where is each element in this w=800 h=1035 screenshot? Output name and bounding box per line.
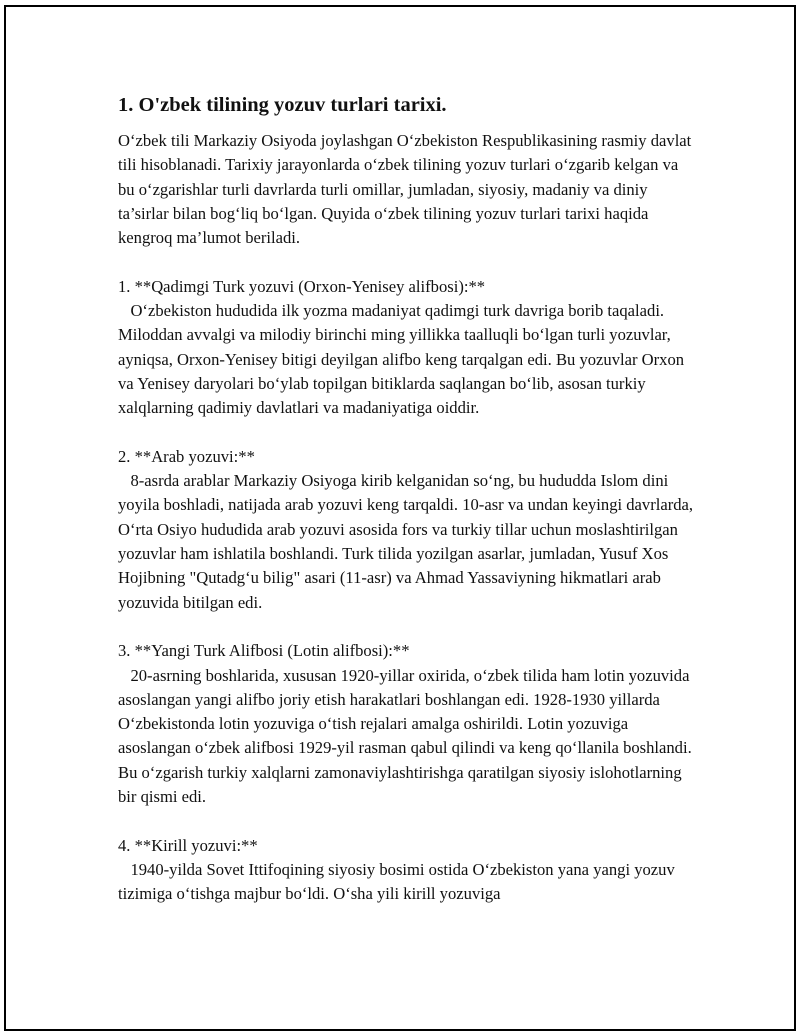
section-body: O‘zbekiston hududida ilk yozma madaniyat qadimgi turk davriga borib taqaladi. Miloddan avvalgi va milodiy birinchi ming yillikka taalluqli bo‘lgan turli yozuvlar, ayniqsa, Orxon-Yenisey bitigi deyilgan alifbo keng tarqalgan edi. Bu yozuvlar Orxon va Yenisey daryolari bo‘ylab topilgan bitiklarda saqlangan bo‘lib, asosan turkiy xalqlarning qadimiy davlatlari va madaniyatiga oiddir.	[118, 301, 689, 418]
section-body: 1940-yilda Sovet Ittifoqining siyosiy bosimi ostida O‘zbekiston yana yangi yozuv tizimiga o‘tishga majbur bo‘ldi. O‘sha yili kirill yozuviga	[118, 859, 679, 904]
document-title: 1. O'zbek tilining yozuv turlari tarixi.	[118, 94, 447, 116]
section-heading: 1. **Qadimgi Turk yozuvi (Orxon-Yenisey alifbosi):**	[118, 276, 486, 296]
section-arabic-script	[118, 445, 698, 615]
section-body: 20-asrning boshlarida, xususan 1920-yillar oxirida, o‘zbek tilida ham lotin yozuvida asoslangan yangi alifbo joriy etish harakatlari boshlangan edi. 1928-1930 yillarda O‘zbekistonda lotin yozuviga o‘tish rejalari amalga oshirildi. Lotin yozuviga asoslangan o‘zbek alifbosi 1929-yil rasman qabul qilindi va keng qo‘llanila boshlandi. Bu o‘zgarish turkiy xalqlarni zamonaviylashtirishga qaratilgan siyosiy islohotlarning bir qismi edi.	[118, 665, 696, 807]
section-heading: 3. **Yangi Turk Alifbosi (Lotin alifbosi):**	[118, 641, 410, 661]
section-heading: 2. **Arab yozuvi:**	[118, 446, 255, 466]
section-cyrillic-script	[118, 834, 698, 907]
section-body: 8-asrda arablar Markaziy Osiyoga kirib kelganidan so‘ng, bu hududda Islom dini yoyila boshladi, natijada arab yozuvi keng tarqaldi. 10-asr va undan keyingi davrlarda, O‘rta Osiyo hududida arab yozuvi asosida fors va turkiy tillar uchun moslashtirilgan yozuvlar ham ishlatila boshlandi. Turk tilida yozilgan asarlar, jumladan, Yusuf Xos Hojibning "Qutadg‘u bilig" asari (11-asr) va Ahmad Yassaviyning hikmatlari arab yozuvida bitilgan edi.	[118, 471, 698, 612]
section-ancient-turkic	[118, 275, 698, 421]
section-heading: 4. **Kirill yozuvi:**	[118, 835, 258, 855]
intro-paragraph: O‘zbek tili Markaziy Osiyoda joylashgan O‘zbekiston Respublikasining rasmiy davlat tili hisoblanadi. Tarixiy jarayonlarda o‘zbek tilining yozuv turlari o‘zgarib kelgan va bu o‘zgarishlar turli davrlarda turli omillar, jumladan, siyosiy, madaniy va diniy ta’sirlar bilan bog‘liq bo‘lgan. Quyida o‘zbek tilining yozuv turlari tarixi haqida kengroq ma’lumot beriladi.	[118, 131, 696, 248]
document-content	[118, 92, 698, 931]
section-latin-alphabet	[118, 639, 698, 809]
